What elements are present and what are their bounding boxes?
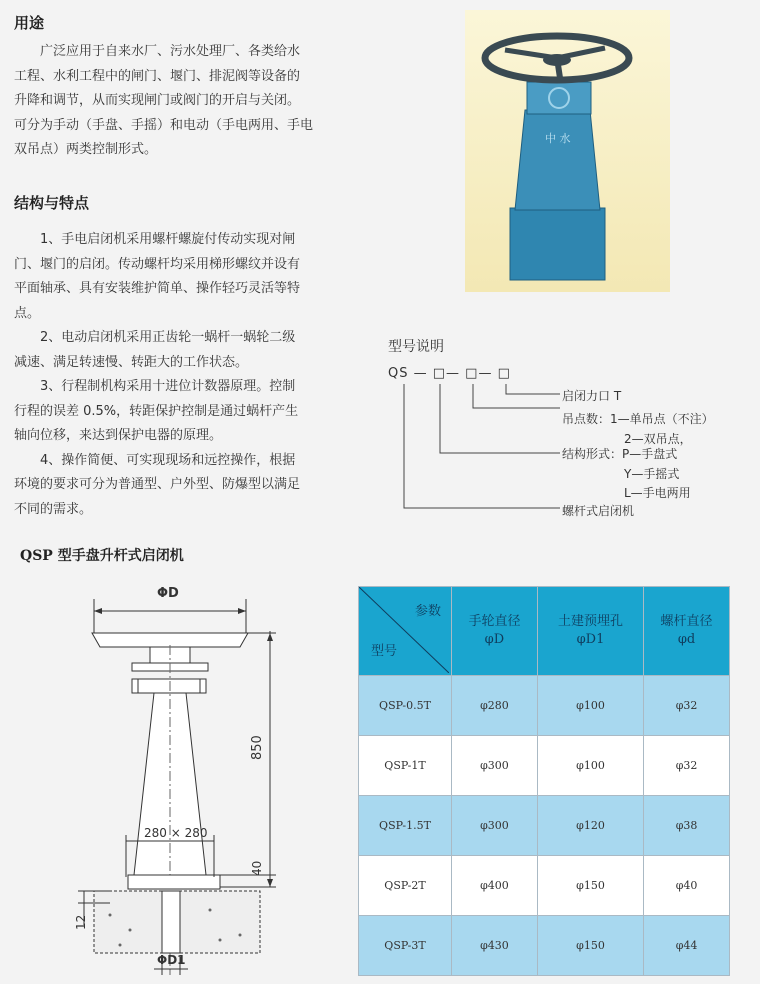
structure-line: 行程的误差 0.5%，转距保护控制是通过蜗杆产生 xyxy=(14,403,299,419)
cell-D1: φ100 xyxy=(537,736,643,796)
cell-d: φ32 xyxy=(644,736,730,796)
cell-model: QSP-1.5T xyxy=(359,796,452,856)
model-title: 型号说明 xyxy=(388,339,444,355)
cell-D1: φ150 xyxy=(537,856,643,916)
structure-line: 1、手电启闭机采用螺杆螺旋付传动实现对闸 xyxy=(40,232,296,247)
cell-model: QSP-3T xyxy=(359,916,452,976)
col-header-name: 螺杆直径 xyxy=(660,614,713,629)
usage-line: 双吊点）两类控制形式。 xyxy=(14,142,158,157)
label-screw: 螺杆式启闭机 xyxy=(562,504,635,518)
cell-D1: φ100 xyxy=(537,676,643,736)
cell-D: φ400 xyxy=(452,856,538,916)
dim-base: 280 × 280 xyxy=(144,826,208,840)
col-header-d xyxy=(644,587,730,676)
structure-line: 2、电动启闭机采用正齿轮一蜗杆一蜗轮二级 xyxy=(40,330,296,345)
corner-top-label: 参数 xyxy=(414,604,441,619)
col-header-sym: φD1 xyxy=(576,632,605,647)
cell-model: QSP-2T xyxy=(359,856,452,916)
dim-height: 850 xyxy=(250,735,265,760)
structure-line: 减速、满足转速慢、转距大的工作状态。 xyxy=(14,354,249,370)
label-points: 吊点数：1—单吊点（不注） xyxy=(562,412,714,426)
label-points2: 2—双吊点， xyxy=(624,432,692,446)
structure-heading: 结构与特点 xyxy=(14,194,90,212)
dim-12: 12 xyxy=(74,914,88,930)
table-row xyxy=(359,796,730,856)
structure-line: 平面轴承、具有安装维护简单、操作轻巧灵活等特 xyxy=(14,281,301,296)
label-form3: L—手电两用 xyxy=(624,486,691,500)
cell-model: QSP-0.5T xyxy=(359,676,452,736)
structure-line: 不同的需求。 xyxy=(14,501,93,517)
col-header-name: 土建预埋孔 xyxy=(557,614,623,629)
structure-line: 门、堰门的启闭。传动螺杆均采用梯形螺纹并设有 xyxy=(14,256,301,272)
table-header-row xyxy=(359,587,730,676)
table-corner-cell xyxy=(359,587,452,676)
usage-heading: 用途 xyxy=(14,14,45,32)
model-code: QS — □— □— □ xyxy=(388,366,511,381)
cell-d: φ44 xyxy=(644,916,730,976)
structure-line: 4、操作简便、可实现现场和远控操作，根据 xyxy=(40,452,296,468)
cell-D: φ300 xyxy=(452,736,538,796)
structure-line: 3、行程制机构采用十进位计数器原理。控制 xyxy=(40,379,296,394)
table-row xyxy=(359,916,730,976)
table-row xyxy=(359,736,730,796)
product-photo xyxy=(465,10,670,292)
structure-text xyxy=(14,228,364,522)
col-header-name: 手轮直径 xyxy=(468,614,521,629)
label-form: 结构形式：P—手盘式 xyxy=(562,447,678,461)
dim-D1: ΦD1 xyxy=(157,953,186,967)
cell-D: φ280 xyxy=(452,676,538,736)
table-row xyxy=(359,676,730,736)
cell-d: φ32 xyxy=(644,676,730,736)
usage-line: 广泛应用于自来水厂、污水处理厂、各类给水 xyxy=(40,44,301,59)
technical-drawing xyxy=(70,585,300,980)
structure-line: 轴向位移，来达到保护电器的原理。 xyxy=(14,428,223,443)
cell-d: φ38 xyxy=(644,796,730,856)
cell-D1: φ150 xyxy=(537,916,643,976)
usage-line: 升降和调节，从而实现闸门或阀门的开启与关闭。 xyxy=(14,93,301,108)
drawing-title: QSP 型手盘升杆式启闭机 xyxy=(20,548,184,564)
photo-label: 中 水 xyxy=(545,132,571,145)
label-form2: Y—手摇式 xyxy=(624,467,680,481)
col-header-sym: φD xyxy=(484,632,505,647)
col-header-sym: φd xyxy=(677,632,696,647)
structure-line: 环境的要求可分为普通型、户外型、防爆型以满足 xyxy=(14,477,301,492)
label-force: 启闭力口 T xyxy=(562,389,622,403)
table-row xyxy=(359,856,730,916)
dim-D: ΦD xyxy=(157,586,179,601)
cell-D: φ300 xyxy=(452,796,538,856)
cell-D: φ430 xyxy=(452,916,538,976)
usage-text xyxy=(14,40,364,163)
col-header-D xyxy=(452,587,538,676)
corner-bottom-label: 型号 xyxy=(371,644,398,659)
dim-40: 40 xyxy=(250,860,264,876)
hoist-photo-drawing xyxy=(465,10,670,292)
usage-line: 工程、水利工程中的闸门、堰门、排泥阀等设备的 xyxy=(14,68,301,84)
model-connector-lines xyxy=(388,380,568,516)
cell-d: φ40 xyxy=(644,856,730,916)
cell-D1: φ120 xyxy=(537,796,643,856)
col-header-D1 xyxy=(537,587,643,676)
usage-line: 可分为手动（手盘、手摇）和电动（手电两用、手电 xyxy=(14,117,314,133)
structure-line: 点。 xyxy=(14,305,41,321)
spec-table xyxy=(358,586,730,976)
cell-model: QSP-1T xyxy=(359,736,452,796)
